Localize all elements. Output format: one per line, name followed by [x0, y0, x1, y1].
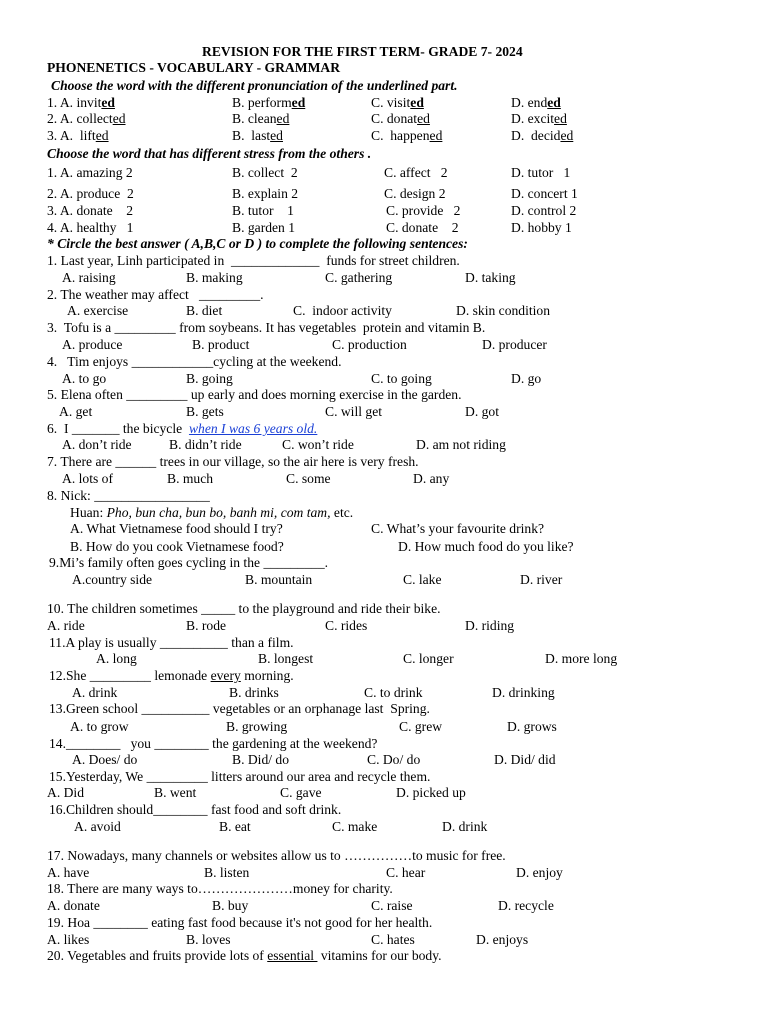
- q13-option-a: A. to grow: [70, 719, 129, 734]
- q18-option-a: A. donate: [47, 898, 100, 913]
- q6-option-a: A. don’t ride: [62, 437, 132, 452]
- q18-option-d: D. recycle: [498, 898, 554, 913]
- q19-text: 19. Hoa ________ eating fast food because it's not good for her health.: [47, 915, 433, 930]
- q2-option-b: B. diet: [186, 303, 223, 318]
- q8-option-d: D. How much food do you like?: [398, 539, 574, 554]
- q14-text: 14.________ you ________ the gardening at the weekend?: [49, 736, 378, 751]
- pron-q3-d: D. decided: [511, 128, 574, 143]
- q5-text: 5. Elena often _________ up early and does morning exercise in the garden.: [47, 387, 462, 402]
- q8-option-c: C. What’s your favourite drink?: [371, 521, 545, 536]
- q9-text: 9.Mi’s family often goes cycling in the _________.: [49, 555, 329, 570]
- q20-text: 20. Vegetables and fruits provide lots of essential vitamins for our body.: [47, 948, 442, 963]
- q18-option-c: C. raise: [371, 898, 413, 913]
- stress-q2-d: D. concert 1: [511, 186, 578, 201]
- q6-option-d: D. am not riding: [416, 437, 506, 452]
- q16-text: 16.Children should________ fast food and soft drink.: [49, 802, 342, 817]
- q12-option-d: D. drinking: [492, 685, 555, 700]
- stress-q4-d: D. hobby 1: [511, 220, 572, 235]
- q2-text: 2. The weather may affect _________.: [47, 287, 264, 302]
- q11-text: 11.A play is usually __________ than a film.: [49, 635, 294, 650]
- pron-q2-d: D. excited: [511, 111, 567, 126]
- q10-option-a: A. ride: [47, 618, 85, 633]
- q5-option-c: C. will get: [325, 404, 383, 419]
- pron-q2-b: B. cleaned: [232, 111, 290, 126]
- pron-q2-c: C. donated: [371, 111, 430, 126]
- q4-text: 4. Tim enjoys ____________cycling at the weekend.: [47, 354, 342, 369]
- q19-option-d: D. enjoys: [476, 932, 529, 947]
- stress-q3-b: B. tutor 1: [232, 203, 294, 218]
- q12-option-c: C. to drink: [364, 685, 423, 700]
- q16-option-d: D. drink: [442, 819, 488, 834]
- q7-option-d: D. any: [413, 471, 450, 486]
- stress-q2-b: B. explain 2: [232, 186, 299, 201]
- pron-q1-a: 1. A. invited: [47, 95, 115, 110]
- q13-option-d: D. grows: [507, 719, 557, 734]
- q10-option-c: C. rides: [325, 618, 368, 633]
- q7-option-c: C. some: [286, 471, 331, 486]
- q13-option-c: C. grew: [399, 719, 443, 734]
- q4-option-a: A. to go: [62, 371, 107, 386]
- q9-option-d: D. river: [520, 572, 563, 587]
- pron-q3-c: C. happened: [371, 128, 443, 143]
- pronunciation-instruction: Choose the word with the different pronunciation of the underlined part.: [51, 78, 458, 93]
- stress-q1-d: D. tutor 1: [511, 165, 571, 180]
- q7-option-b: B. much: [167, 471, 214, 486]
- stress-q1-b: B. collect 2: [232, 165, 298, 180]
- stress-q2-c: C. design 2: [384, 186, 446, 201]
- q17-option-a: A. have: [47, 865, 90, 880]
- q15-option-a: A. Did: [47, 785, 85, 800]
- q12-text: 12.She _________ lemonade every morning.: [49, 668, 294, 683]
- q4-option-b: B. going: [186, 371, 233, 386]
- stress-q3-d: D. control 2: [511, 203, 577, 218]
- q3-option-d: D. producer: [482, 337, 547, 352]
- q6-highlight: when I was 6 years old.: [188, 421, 318, 436]
- stress-q3-c: C. provide 2: [386, 203, 461, 218]
- q9-option-b: B. mountain: [245, 572, 313, 587]
- stress-q2-a: 2. A. produce 2: [47, 186, 134, 201]
- q1-option-d: D. taking: [465, 270, 516, 285]
- q3-text: 3. Tofu is a _________ from soybeans. It has vegetables protein and vitamin B.: [47, 320, 486, 335]
- q8-option-a: A. What Vietnamese food should I try?: [70, 521, 283, 536]
- q3-option-b: B. product: [192, 337, 250, 352]
- q15-option-d: D. picked up: [396, 785, 466, 800]
- q18-option-b: B. buy: [212, 898, 249, 913]
- stress-q4-b: B. garden 1: [232, 220, 296, 235]
- document-subtitle: PHONENETICS - VOCABULARY - GRAMMAR: [47, 60, 341, 75]
- q16-option-b: B. eat: [219, 819, 251, 834]
- stress-q1-c: C. affect 2: [384, 165, 448, 180]
- stress-q1-a: 1. A. amazing 2: [47, 165, 133, 180]
- q5-option-a: A. get: [59, 404, 93, 419]
- q2-option-d: D. skin condition: [456, 303, 551, 318]
- q16-option-a: A. avoid: [74, 819, 121, 834]
- q11-option-d: D. more long: [545, 651, 618, 666]
- q15-option-c: C. gave: [280, 785, 322, 800]
- pron-q1-d: D. ended: [511, 95, 561, 110]
- q17-option-b: B. listen: [204, 865, 250, 880]
- q6-text: 6. I _______ the bicycle when I was 6 years old.: [47, 421, 318, 436]
- pron-q2-a: 2. A. collected: [47, 111, 126, 126]
- q1-option-b: B. making: [186, 270, 243, 285]
- q14-option-a: A. Does/ do: [72, 752, 138, 767]
- q14-option-b: B. Did/ do: [232, 752, 290, 767]
- q13-option-b: B. growing: [226, 719, 288, 734]
- q10-text: 10. The children sometimes _____ to the playground and ride their bike.: [47, 601, 441, 616]
- q8-text: 8. Nick: _________________: [47, 488, 210, 503]
- q6-option-b: B. didn’t ride: [169, 437, 242, 452]
- q15-option-b: B. went: [154, 785, 197, 800]
- q5-option-b: B. gets: [186, 404, 224, 419]
- q11-option-b: B. longest: [258, 651, 314, 666]
- q9-option-a: A.country side: [72, 572, 153, 587]
- q8-option-b: B. How do you cook Vietnamese food?: [70, 539, 284, 554]
- q10-option-b: B. rode: [186, 618, 227, 633]
- stress-q4-a: 4. A. healthy 1: [47, 220, 134, 235]
- q9-option-c: C. lake: [403, 572, 442, 587]
- q12-option-b: B. drinks: [229, 685, 279, 700]
- q1-text: 1. Last year, Linh participated in _____________ funds for street children.: [47, 253, 460, 268]
- q12-option-a: A. drink: [72, 685, 118, 700]
- q8-huan-line: Huan: Pho, bun cha, bun bo, banh mi, com tam, etc.: [70, 505, 354, 520]
- q2-option-c: C. indoor activity: [293, 303, 392, 318]
- q17-text: 17. Nowadays, many channels or websites allow us to ……………to music for free.: [47, 848, 506, 863]
- q3-option-a: A. produce: [62, 337, 123, 352]
- pron-q1-c: C. visited: [371, 95, 424, 110]
- q14-option-c: C. Do/ do: [367, 752, 421, 767]
- stress-q3-a: 3. A. donate 2: [47, 203, 134, 218]
- q11-option-a: A. long: [96, 651, 137, 666]
- q13-text: 13.Green school __________ vegetables or an orphanage last Spring.: [49, 701, 430, 716]
- q4-option-c: C. to going: [371, 371, 432, 386]
- mcq-instruction: * Circle the best answer ( A,B,C or D ) to complete the following sentences:: [47, 236, 468, 251]
- q19-option-c: C. hates: [371, 932, 415, 947]
- q11-option-c: C. longer: [403, 651, 454, 666]
- pron-q3-a: 3. A. lifted: [47, 128, 109, 143]
- q10-option-d: D. riding: [465, 618, 515, 633]
- q7-text: 7. There are ______ trees in our village, so the air here is very fresh.: [47, 454, 419, 469]
- q18-text: 18. There are many ways to…………………money for charity.: [47, 881, 393, 896]
- q3-option-c: C. production: [332, 337, 407, 352]
- stress-instruction: Choose the word that has different stress from the others .: [47, 146, 372, 161]
- q6-option-c: C. won’t ride: [282, 437, 354, 452]
- q2-option-a: A. exercise: [67, 303, 129, 318]
- q7-option-a: A. lots of: [62, 471, 113, 486]
- q5-option-d: D. got: [465, 404, 499, 419]
- q15-text: 15.Yesterday, We _________ litters around our area and recycle them.: [49, 769, 431, 784]
- stress-q4-c: C. donate 2: [386, 220, 459, 235]
- q16-option-c: C. make: [332, 819, 378, 834]
- q4-option-d: D. go: [511, 371, 542, 386]
- q17-option-c: C. hear: [386, 865, 426, 880]
- q17-option-d: D. enjoy: [516, 865, 563, 880]
- document-title: REVISION FOR THE FIRST TERM- GRADE 7- 2024: [202, 44, 523, 59]
- pron-q1-b: B. performed: [232, 95, 306, 110]
- q14-option-d: D. Did/ did: [494, 752, 556, 767]
- q19-option-a: A. likes: [47, 932, 90, 947]
- q1-option-a: A. raising: [62, 270, 116, 285]
- q19-option-b: B. loves: [186, 932, 231, 947]
- pron-q3-b: B. lasted: [232, 128, 283, 143]
- q1-option-c: C. gathering: [325, 270, 393, 285]
